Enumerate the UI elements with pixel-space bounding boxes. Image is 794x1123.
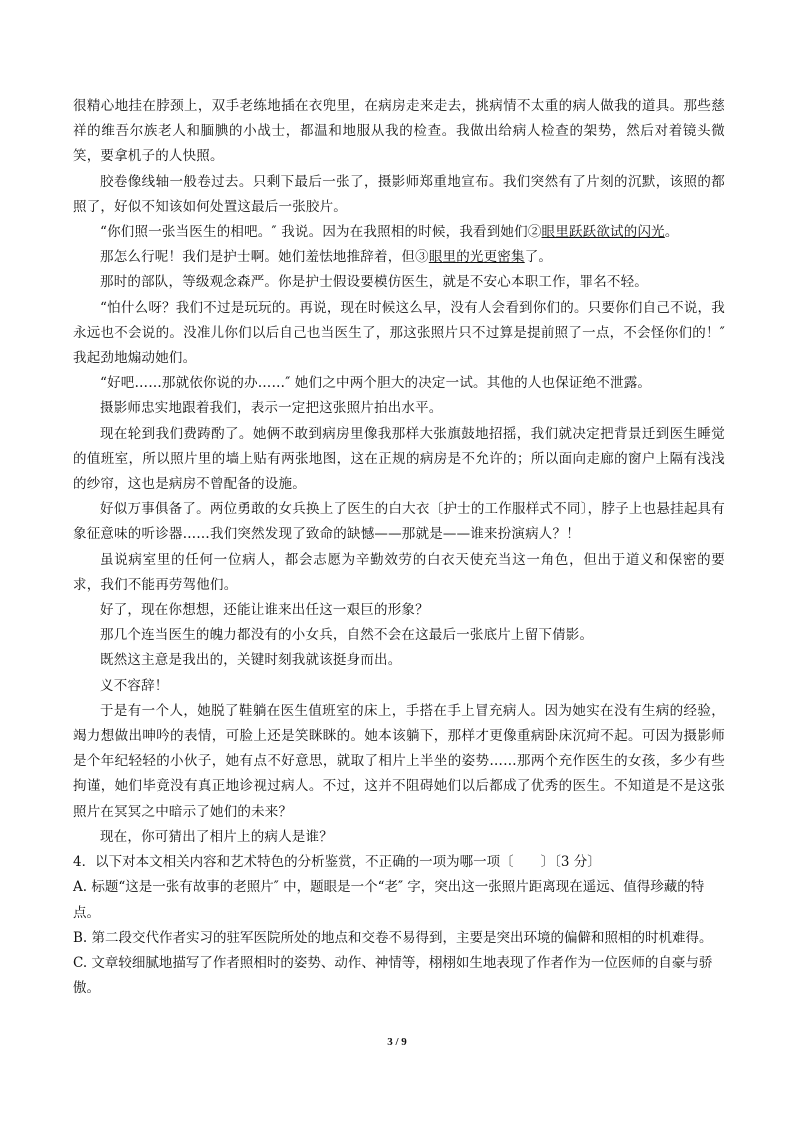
paragraph <box>73 245 725 270</box>
question-option-a: A. 标题“这是一张有故事的老照片″ 中，题眼是一个“老″ 字，突出这一张照片距离现在遥远、值得珍藏的特点。 <box>73 879 705 921</box>
paragraph: “怕什么呀？我们不过是玩玩的。再说，现在时候这么早，没有人会看到你们的。只要你们自己不说，我永远也不会说的。没准儿你们以后自己也当医生了，那这张照片只不过算是提前照了一点，不会怪你们的！″ 我起劲地煽动她们。 <box>73 299 725 367</box>
paragraph: 于是有一个人，她脱了鞋躺在医生值班室的床上，手搭在手上冒充病人。因为她实在没有生病的经验，竭力想做出呻吟的表情，可脸上还是笑眯眯的。她本该躺下，那样才更像重病卧床沉疴不起。可因为摄影师是个年纪轻轻的小伙子，她有点不好意思，就取了相片上半坐的姿势……那两个充作医生的女孩，多少有些拘谨，她们毕竟没有真正地诊视过病人。不过，这并不阻碍她们以后都成了优秀的医生。不知道是不是这张照片在冥冥之中暗示了她们的未来？ <box>73 702 725 820</box>
paragraph: 摄影师忠实地跟着我们，表示一定把这张照片拍出水平。 <box>100 400 443 417</box>
question-stem: 4．以下对本文相关内容和艺术特色的分析鉴赏，不正确的一项为哪一项〔 〕〔3 分〕 <box>73 854 601 871</box>
paragraph: 既然这主意是我出的，关键时刻我就该挺身而出。 <box>100 652 402 669</box>
paragraph: 现在，你可猜出了相片上的病人是谁？ <box>100 828 333 845</box>
underlined-phrase: 眼里跃跃欲试的闪光 <box>541 224 665 241</box>
paragraph: 虽说病室里的任何一位病人，都会志愿为辛勤效劳的白衣天使充当这一角色，但出于道义和保密的要求，我们不能再劳驾他们。 <box>73 551 725 593</box>
paragraph-text: “你们照一张当医生的相吧。″ 我说。因为在我照相的时候，我看到她们② <box>100 224 542 241</box>
paragraph-text: 了。 <box>524 249 553 266</box>
paragraph: 好了，现在你想想，还能让谁来出任这一艰巨的形象？ <box>100 602 429 619</box>
paragraph: 很精心地挂在脖颈上，双手老练地插在衣兜里，在病房走来走去，挑病情不太重的病人做我的道具。那些慈祥的维吾尔族老人和腼腆的小战士，都温和地服从我的检查。我做出给病人检查的架势，然后对着镜头微笑，要拿机子的人快照。 <box>73 98 725 165</box>
paragraph-text: 那怎么行呢！我们是护士啊。她们羞怯地推辞着，但③ <box>100 249 429 266</box>
paragraph: 那几个连当医生的魄力都没有的小女兵，自然不会在这最后一张底片上留下倩影。 <box>100 627 594 644</box>
paragraph: 好似万事俱备了。两位勇敢的女兵换上了医生的白大衣〔护士的工作服样式不同〕，脖子上也悬挂起具有象征意味的听诊器……我们突然发现了致命的缺憾——那就是——谁来扮演病人？！ <box>73 501 725 543</box>
paragraph: “好吧……那就依你说的办……″ 她们之中两个胆大的决定一试。其他的人也保证绝不泄露。 <box>100 375 652 392</box>
paragraph-text: 。 <box>664 224 679 241</box>
question-option-b: B. 第二段交代作者实习的驻军医院所处的地点和交卷不易得到，主要是突出环境的偏僻和照相的时机难得。 <box>73 929 713 946</box>
question-option-c: C. 文章较细腻地描写了作者照相时的姿势、动作、神情等，栩栩如生地表现了作者作为一位医师的自豪与骄傲。 <box>73 954 713 997</box>
paragraph <box>73 220 725 245</box>
paragraph: 义不容辞！ <box>100 677 169 694</box>
underlined-phrase: 眼里的光更密集 <box>428 249 525 266</box>
article-body <box>73 94 725 1001</box>
paragraph: 现在轮到我们费踌酌了。她俩不敢到病房里像我那样大张旗鼓地招摇，我们就决定把背景迁到医生睡觉的值班室，所以照片里的墙上贴有两张地图，这在正规的病房是不允许的；所以面向走廊的窗户上隔有浅浅的纱帘，这也是病房不曾配备的设施。 <box>73 425 725 493</box>
paragraph: 胶卷像线轴一般卷过去。只剩下最后一张了，摄影师郑重地宣布。我们突然有了片刻的沉默，该照的都照了，好似不知该如何处置这最后一张胶片。 <box>73 173 725 215</box>
page-number: 3 / 9 <box>387 1036 407 1048</box>
paragraph: 那时的部队，等级观念森严。你是护士假设要模仿医生，就是不安心本职工作，罪名不轻。 <box>100 274 648 291</box>
